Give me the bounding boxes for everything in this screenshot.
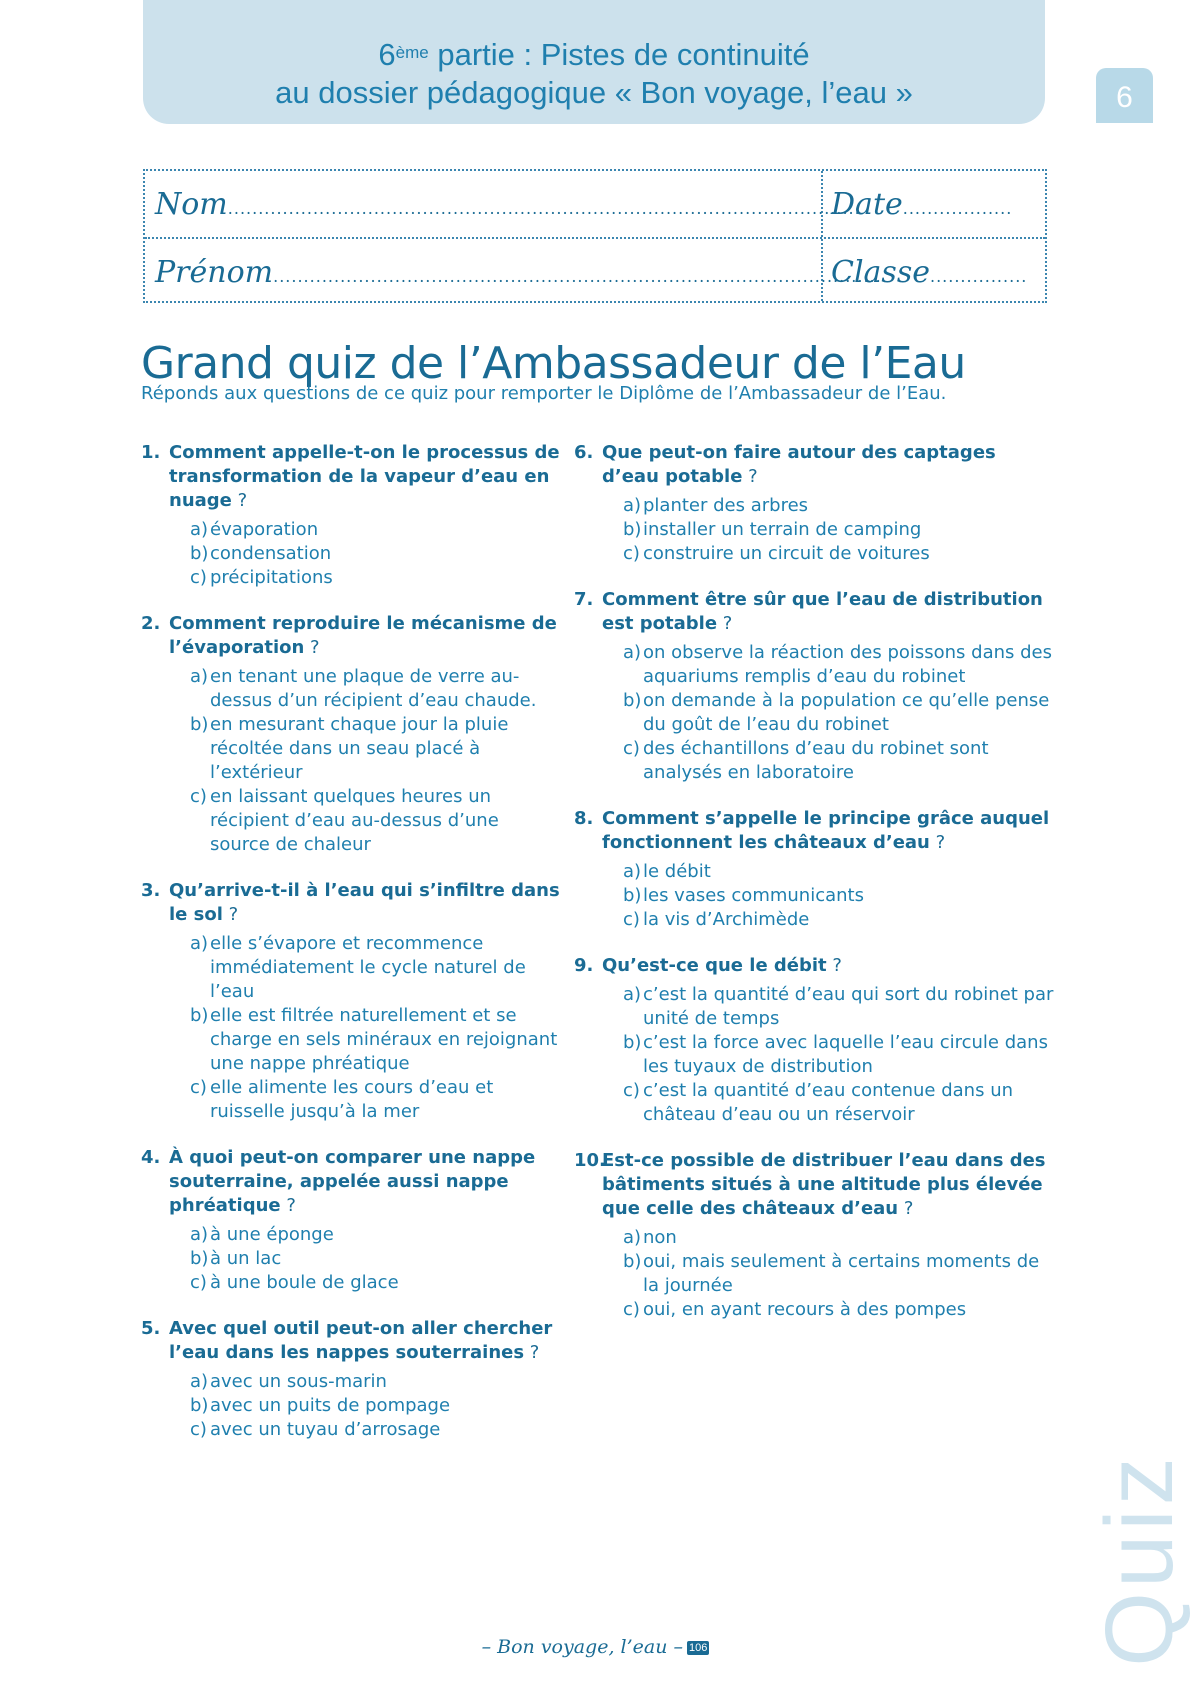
side-quiz-text: Quiz bbox=[1086, 1453, 1193, 1667]
answer-option bbox=[623, 860, 1054, 884]
answer-text: oui, mais seulement à certains moments de la journée bbox=[643, 1251, 1040, 1296]
question-item bbox=[141, 441, 561, 590]
answer-list bbox=[623, 983, 1054, 1127]
header-title-line1 bbox=[143, 36, 1045, 74]
answer-letter: b) bbox=[623, 1251, 642, 1272]
answer-text: en tenant une plaque de verre au-dessus d’un récipient d’eau chaude. bbox=[210, 666, 537, 711]
questions-column-left bbox=[141, 441, 561, 1442]
question-item bbox=[141, 1146, 561, 1295]
answer-letter: b) bbox=[623, 519, 642, 540]
answer-option bbox=[623, 1226, 1054, 1250]
answer-letter: c) bbox=[623, 1080, 640, 1101]
answer-option bbox=[623, 1031, 1054, 1079]
header-title-line2: au dossier pédagogique « Bon voyage, l’eau » bbox=[275, 75, 913, 110]
header-band bbox=[143, 0, 1045, 124]
table-divider-horizontal bbox=[145, 237, 1045, 239]
question-body: Qu’arrive-t-il à l’eau qui s’infiltre dans le sol bbox=[169, 880, 560, 925]
answer-text: on demande à la population ce qu’elle pense du goût de l’eau du robinet bbox=[643, 690, 1050, 735]
classe-label: Classe bbox=[831, 255, 930, 290]
answer-option bbox=[623, 494, 1054, 518]
answer-option bbox=[623, 983, 1054, 1031]
questions-column-right bbox=[574, 441, 1054, 1322]
date-dots: .................. bbox=[902, 199, 1013, 218]
answer-option bbox=[190, 1418, 561, 1442]
answer-option bbox=[190, 542, 561, 566]
answer-option bbox=[190, 665, 561, 713]
answer-text: condensation bbox=[210, 543, 332, 564]
question-body: Comment s’appelle le principe grâce auquel fonctionnent les châteaux d’eau bbox=[602, 808, 1050, 853]
answer-letter: c) bbox=[190, 567, 207, 588]
question-item bbox=[141, 879, 561, 1124]
answer-letter: a) bbox=[190, 666, 209, 687]
answer-text: avec un puits de pompage bbox=[210, 1395, 451, 1416]
answer-list bbox=[623, 641, 1054, 785]
question-body: Avec quel outil peut-on aller chercher l’eau dans les nappes souterraines bbox=[169, 1318, 553, 1363]
question-mark: ? bbox=[524, 1342, 540, 1363]
question-mark: ? bbox=[231, 490, 248, 511]
answer-option bbox=[190, 1076, 561, 1124]
student-id-table bbox=[143, 169, 1047, 303]
page-footer bbox=[0, 1636, 1191, 1658]
question-text bbox=[602, 1149, 1054, 1221]
classe-dots: ................ bbox=[929, 267, 1028, 286]
answer-option bbox=[623, 689, 1054, 737]
answer-letter: c) bbox=[623, 543, 640, 564]
question-item bbox=[574, 588, 1054, 785]
answer-letter: c) bbox=[623, 909, 640, 930]
question-mark: ? bbox=[929, 832, 946, 853]
answer-letter: b) bbox=[623, 690, 642, 711]
answer-text: des échantillons d’eau du robinet sont analysés en laboratoire bbox=[643, 738, 989, 783]
answer-option bbox=[190, 1223, 561, 1247]
nom-label: Nom bbox=[155, 187, 228, 222]
question-text bbox=[602, 441, 1054, 489]
answer-text: installer un terrain de camping bbox=[643, 519, 922, 540]
classe-field[interactable] bbox=[831, 255, 1041, 290]
footer-text: – Bon voyage, l’eau – bbox=[481, 1636, 684, 1658]
question-text bbox=[169, 1317, 561, 1365]
prenom-label: Prénom bbox=[155, 255, 274, 290]
answer-text: précipitations bbox=[210, 567, 333, 588]
answer-letter: c) bbox=[623, 738, 640, 759]
answer-option bbox=[190, 785, 561, 857]
answer-option bbox=[623, 908, 1054, 932]
quiz-title: Grand quiz de l’Ambassadeur de l’Eau bbox=[141, 338, 966, 389]
nom-dots: ........................................................................................................ bbox=[227, 199, 861, 218]
date-field[interactable] bbox=[831, 187, 1041, 222]
question-body: Qu’est-ce que le débit bbox=[602, 955, 827, 976]
answer-text: avec un tuyau d’arrosage bbox=[210, 1419, 441, 1440]
answer-option bbox=[623, 518, 1054, 542]
answer-text: elle s’évapore et recommence immédiatement le cycle naturel de l’eau bbox=[210, 933, 526, 1002]
question-mark: ? bbox=[222, 904, 239, 925]
answer-letter: a) bbox=[623, 495, 642, 516]
answer-letter: b) bbox=[623, 885, 642, 906]
answer-text: oui, en ayant recours à des pompes bbox=[643, 1299, 967, 1320]
date-label: Date bbox=[831, 187, 903, 222]
question-text bbox=[169, 441, 561, 513]
question-number: 6. bbox=[574, 442, 594, 463]
question-body: À quoi peut-on comparer une nappe souterraine, appelée aussi nappe phréatique bbox=[169, 1147, 536, 1216]
answer-text: avec un sous-marin bbox=[210, 1371, 387, 1392]
question-item bbox=[574, 441, 1054, 566]
answer-text: elle est filtrée naturellement et se charge en sels minéraux en rejoignant une nappe phréatique bbox=[210, 1005, 558, 1074]
answer-option bbox=[190, 1004, 561, 1076]
quiz-subtitle: Réponds aux questions de ce quiz pour remporter le Diplôme de l’Ambassadeur de l’Eau. bbox=[141, 383, 947, 404]
answer-option bbox=[190, 1394, 561, 1418]
part-suffix: ème bbox=[395, 43, 429, 62]
answer-letter: c) bbox=[623, 1299, 640, 1320]
answer-text: la vis d’Archimède bbox=[643, 909, 810, 930]
answer-text: en mesurant chaque jour la pluie récoltée dans un seau placé à l’extérieur bbox=[210, 714, 509, 783]
answer-letter: a) bbox=[190, 933, 209, 954]
question-text bbox=[602, 588, 1054, 636]
question-body: Que peut-on faire autour des captages d’eau potable bbox=[602, 442, 996, 487]
question-item bbox=[574, 807, 1054, 932]
answer-letter: b) bbox=[190, 714, 209, 735]
answer-text: construire un circuit de voitures bbox=[643, 543, 930, 564]
question-text bbox=[169, 1146, 561, 1218]
answer-letter: b) bbox=[190, 1248, 209, 1269]
answer-letter: b) bbox=[190, 1395, 209, 1416]
answer-text: c’est la force avec laquelle l’eau circule dans les tuyaux de distribution bbox=[643, 1032, 1048, 1077]
question-body: Comment appelle-t-on le processus de transformation de la vapeur d’eau en nuage bbox=[169, 442, 560, 511]
question-mark: ? bbox=[742, 466, 758, 487]
question-number: 9. bbox=[574, 955, 594, 976]
answer-letter: a) bbox=[190, 1224, 209, 1245]
answer-option bbox=[190, 713, 561, 785]
answer-text: c’est la quantité d’eau contenue dans un château d’eau ou un réservoir bbox=[643, 1080, 1014, 1125]
answer-text: le débit bbox=[643, 861, 711, 882]
prenom-dots: .................................................................................................... bbox=[273, 267, 882, 286]
answer-text: elle alimente les cours d’eau et ruisselle jusqu’à la mer bbox=[210, 1077, 494, 1122]
question-mark: ? bbox=[717, 613, 733, 634]
answer-letter: c) bbox=[190, 1077, 207, 1098]
question-body: Est-ce possible de distribuer l’eau dans des bâtiments situés à une altitude plus élevée que celle des châteaux d’eau bbox=[602, 1150, 1046, 1219]
question-number: 7. bbox=[574, 589, 594, 610]
question-number: 3. bbox=[141, 880, 161, 901]
question-item bbox=[574, 954, 1054, 1127]
answer-option bbox=[190, 1370, 561, 1394]
answer-text: c’est la quantité d’eau qui sort du robinet par unité de temps bbox=[643, 984, 1054, 1029]
answer-option bbox=[623, 1079, 1054, 1127]
answer-letter: b) bbox=[623, 1032, 642, 1053]
answer-list bbox=[190, 1223, 561, 1295]
answer-option bbox=[623, 1250, 1054, 1298]
answer-letter: a) bbox=[623, 1227, 642, 1248]
answer-text: à une éponge bbox=[210, 1224, 334, 1245]
answer-option bbox=[623, 542, 1054, 566]
answer-list bbox=[190, 1370, 561, 1442]
question-mark: ? bbox=[304, 637, 320, 658]
answer-option bbox=[190, 1247, 561, 1271]
answer-text: évaporation bbox=[210, 519, 319, 540]
question-text bbox=[602, 807, 1054, 855]
answer-option bbox=[190, 566, 561, 590]
question-body: Comment reproduire le mécanisme de l’évaporation bbox=[169, 613, 557, 658]
answer-letter: a) bbox=[190, 519, 209, 540]
question-mark: ? bbox=[898, 1198, 914, 1219]
question-body: Comment être sûr que l’eau de distribution est potable bbox=[602, 589, 1043, 634]
answer-letter: c) bbox=[190, 786, 207, 807]
answer-letter: a) bbox=[623, 861, 642, 882]
answer-text: les vases communicants bbox=[643, 885, 864, 906]
answer-letter: a) bbox=[190, 1371, 209, 1392]
question-mark: ? bbox=[826, 955, 842, 976]
question-mark: ? bbox=[280, 1195, 296, 1216]
answer-letter: c) bbox=[190, 1419, 207, 1440]
question-text bbox=[169, 879, 561, 927]
answer-text: en laissant quelques heures un récipient d’eau au-dessus d’une source de chaleur bbox=[210, 786, 499, 855]
question-item bbox=[574, 1149, 1054, 1322]
answer-text: planter des arbres bbox=[643, 495, 809, 516]
question-text bbox=[602, 954, 1054, 978]
page-number: 106 bbox=[689, 1642, 708, 1654]
answer-text: à une boule de glace bbox=[210, 1272, 399, 1293]
answer-list bbox=[190, 518, 561, 590]
question-text bbox=[169, 612, 561, 660]
part-title: partie : Pistes de continuité bbox=[428, 37, 810, 72]
question-number: 4. bbox=[141, 1147, 161, 1168]
question-number: 2. bbox=[141, 613, 161, 634]
question-number: 1. bbox=[141, 442, 161, 463]
answer-list bbox=[623, 494, 1054, 566]
chapter-tab: 6 bbox=[1096, 68, 1153, 123]
answer-letter: c) bbox=[190, 1272, 207, 1293]
part-number: 6 bbox=[378, 37, 396, 72]
question-number: 10. bbox=[574, 1150, 606, 1171]
answer-option bbox=[190, 932, 561, 1004]
answer-option bbox=[190, 1271, 561, 1295]
answer-list bbox=[190, 932, 561, 1124]
question-number: 5. bbox=[141, 1318, 161, 1339]
nom-field[interactable] bbox=[155, 187, 861, 222]
question-number: 8. bbox=[574, 808, 594, 829]
answer-list bbox=[190, 665, 561, 857]
answer-text: à un lac bbox=[210, 1248, 282, 1269]
answer-letter: a) bbox=[623, 642, 642, 663]
answer-letter: a) bbox=[623, 984, 642, 1005]
answer-option bbox=[623, 1298, 1054, 1322]
answer-option bbox=[190, 518, 561, 542]
answer-letter: b) bbox=[190, 543, 209, 564]
answer-option bbox=[623, 884, 1054, 908]
answer-list bbox=[623, 1226, 1054, 1322]
answer-letter: b) bbox=[190, 1005, 209, 1026]
answer-text: non bbox=[643, 1227, 677, 1248]
answer-option bbox=[623, 737, 1054, 785]
question-item bbox=[141, 1317, 561, 1442]
answer-text: on observe la réaction des poissons dans des aquariums remplis d’eau du robinet bbox=[643, 642, 1052, 687]
question-item bbox=[141, 612, 561, 857]
answer-list bbox=[623, 860, 1054, 932]
answer-option bbox=[623, 641, 1054, 689]
